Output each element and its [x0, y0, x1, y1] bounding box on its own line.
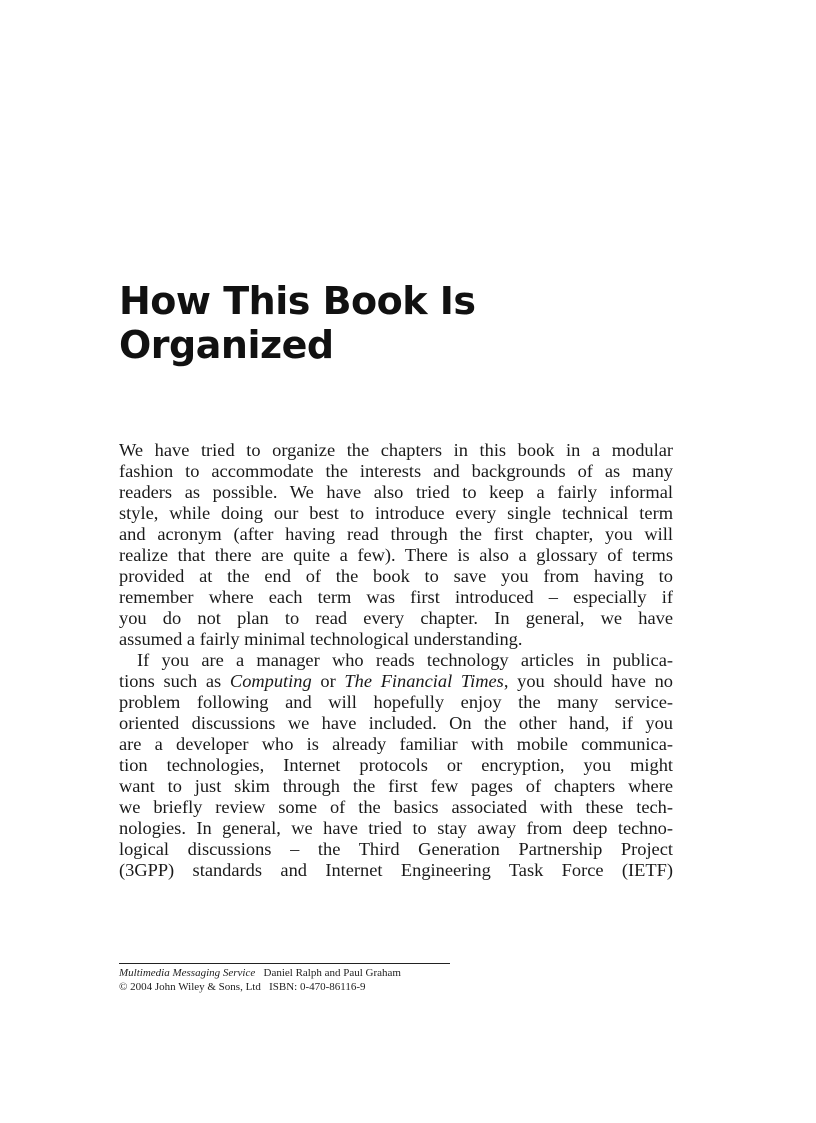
text-line: assumed a fairly minimal technological understanding. — [119, 629, 523, 649]
footer-book-title: Multimedia Messaging Service — [119, 967, 256, 979]
footer-line-2 — [119, 980, 450, 994]
text-line: nologies. In general, we have tried to stay away from deep techno- — [119, 818, 673, 838]
text-run: or — [311, 671, 345, 691]
text-line: We have tried to organize the chapters in this book in a modular — [119, 440, 673, 460]
text-line: are a developer who is already familiar with mobile communica- — [119, 734, 673, 754]
text-line: realize that there are quite a few). There is also a glossary of terms — [119, 545, 673, 565]
copyright-footer — [119, 963, 450, 994]
text-line: If you are a manager who reads technology articles in publica- — [137, 650, 673, 670]
text-line: fashion to accommodate the interests and backgrounds of as many — [119, 461, 673, 481]
text-line: readers as possible. We have also tried to keep a fairly informal — [119, 482, 673, 502]
publication-name-computing: Computing — [229, 671, 312, 691]
text-line: we briefly review some of the basics associated with these tech- — [119, 797, 673, 817]
text-line: you do not plan to read every chapter. In general, we have — [119, 608, 673, 628]
footer-isbn: ISBN: 0-470-86116-9 — [269, 981, 366, 993]
chapter-title — [119, 279, 679, 367]
text-line: style, while doing our best to introduce every single technical term — [119, 503, 673, 523]
publication-name-financial-times: The Financial Times — [344, 671, 504, 691]
text-run: , you should have no — [503, 671, 673, 691]
footer-copyright: © 2004 John Wiley & Sons, Ltd — [119, 981, 261, 993]
text-run: tions such as — [119, 671, 230, 691]
text-line-with-italics — [119, 671, 673, 692]
text-line: (3GPP) standards and Internet Engineering Task Force (IETF) — [119, 860, 673, 880]
text-line: tion technologies, Internet protocols or encryption, you might — [119, 755, 673, 775]
footer-line-1 — [119, 966, 450, 980]
text-line: problem following and will hopefully enjoy the many service- — [119, 692, 673, 712]
text-line: logical discussions – the Third Generation Partnership Project — [119, 839, 673, 859]
chapter-title-line-1: How This Book Is — [119, 279, 476, 323]
paragraph-1 — [119, 440, 673, 650]
paragraph-2 — [119, 650, 673, 881]
text-line: and acronym (after having read through the first chapter, you will — [119, 524, 673, 544]
text-line: remember where each term was first introduced – especially if — [119, 587, 673, 607]
text-line: want to just skim through the first few pages of chapters where — [119, 776, 673, 796]
footer-authors: Daniel Ralph and Paul Graham — [263, 967, 401, 979]
body-text — [119, 440, 673, 881]
text-line: oriented discussions we have included. On the other hand, if you — [119, 713, 673, 733]
chapter-title-line-2: Organized — [119, 323, 334, 367]
text-line: provided at the end of the book to save you from having to — [119, 566, 673, 586]
